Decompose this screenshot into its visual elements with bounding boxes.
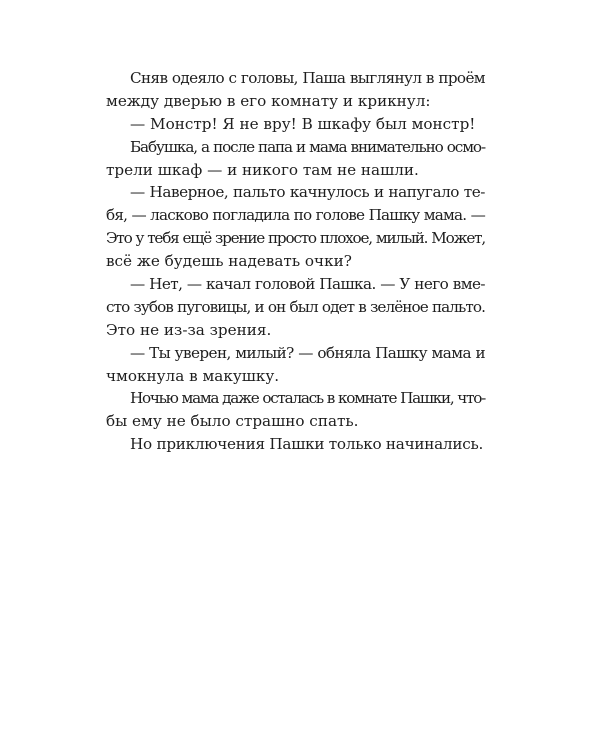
text-line: бы ему не было страшно спать. <box>106 412 359 431</box>
paragraph <box>106 113 485 136</box>
paragraph <box>106 67 485 113</box>
text-line: — Нет, — качал головой Пашка. — У него вме- <box>130 275 485 294</box>
text-line: Бабушка, а после папа и мама внимательно осмо- <box>130 137 485 156</box>
text-line: Это не из-за зрения. <box>106 320 272 339</box>
paragraph <box>106 273 485 342</box>
text-line: всё же будешь надевать очки? <box>106 252 352 271</box>
text-line: Ночью мама даже осталась в комнате Пашки, что- <box>130 389 485 408</box>
text-line: Но приключения Пашки только начинались. <box>130 435 484 454</box>
text-line: Сняв одеяло с головы, Паша выглянул в проём <box>130 69 485 87</box>
text-line: — Наверное, пальто качнулось и напугало те- <box>130 183 485 202</box>
text-line: между дверью в его комнату и крикнул: <box>106 91 431 110</box>
paragraph <box>106 181 485 273</box>
paragraph <box>106 342 485 388</box>
text-line: чмокнула в макушку. <box>106 366 280 385</box>
text-line: трели шкаф — и никого там не нашли. <box>106 160 419 179</box>
paragraph <box>106 136 485 182</box>
text-line: — Монстр! Я не вру! В шкафу был монстр! <box>130 114 476 133</box>
paragraph <box>106 387 485 433</box>
text-line: сто зубов пуговицы, и он был одет в зелёное пальто. <box>106 297 485 316</box>
text-line: бя, — ласково погладила по голове Пашку мама. — <box>106 206 485 225</box>
text-line: Это у тебя ещё зрение просто плохое, милый. Может, <box>106 229 485 248</box>
paragraph <box>106 433 485 456</box>
text-line: — Ты уверен, милый? — обняла Пашку мама и <box>130 343 485 362</box>
story-text <box>106 67 485 456</box>
